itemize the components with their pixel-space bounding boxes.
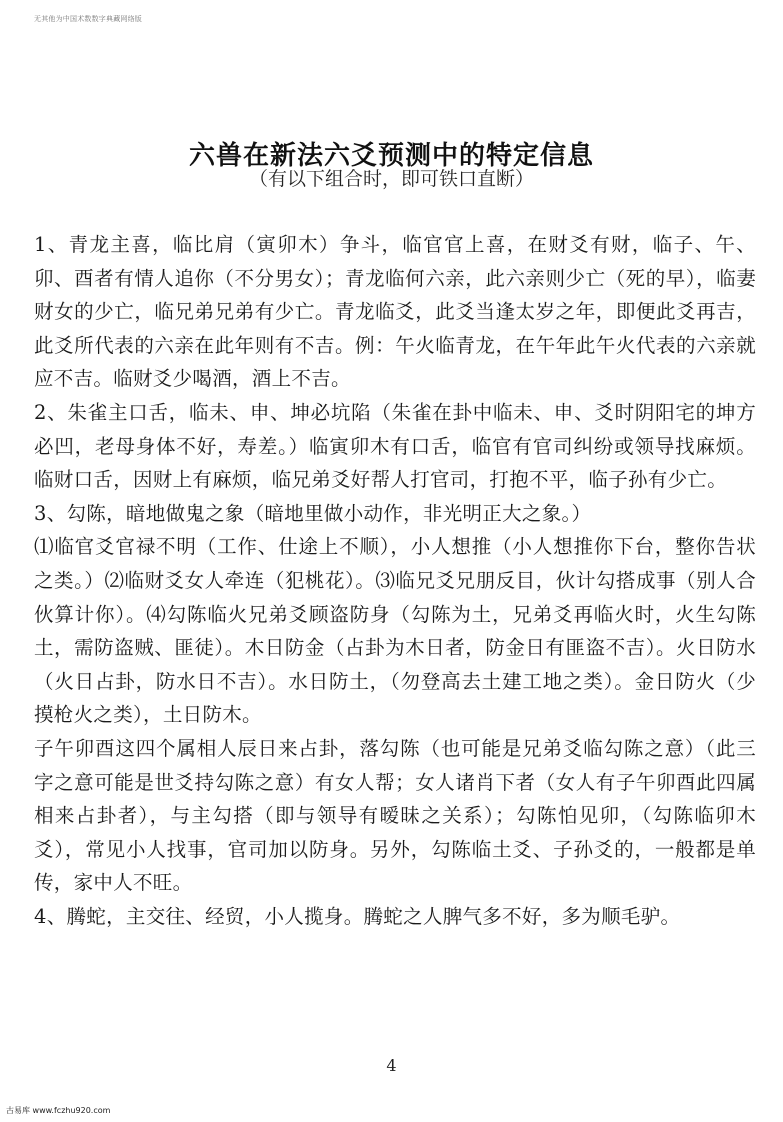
paragraph-zhuque: 2、朱雀主口舌，临未、申、坤必坑陷（朱雀在卦中临未、申、爻时阴阳宅的坤方必凹，老母身体不好，寿差。）临寅卯木有口舌，临官有官司纠纷或领导找麻烦。临财口舌，因财上有麻烦，临兄弟爻好帮人打官司，打抱不平，临子孙有少亡。	[34, 400, 756, 492]
paragraph-gouchen-zodiac: 子午卯酉这四个属相人辰日来占卦，落勾陈（也可能是兄弟爻临勾陈之意）（此三字之意可能是世爻持勾陈之意）有女人帮；女人诸肖下者（女人有子午卯酉此四属相来占卦者），与主勾搭（即与领导有暧昧之关系）；勾陈怕见卯，（勾陈临卯木爻），常见小人找事，官司加以防身。另外，勾陈临土爻、子孙爻的，一般都是单传，家中人不旺。	[34, 736, 756, 895]
page-title: 六兽在新法六爻预测中的特定信息	[188, 141, 594, 172]
document-body	[34, 228, 756, 933]
paragraph-gouchen-details: ⑴临官爻官禄不明（工作、仕途上不顺），小人想推（小人想推你下台，整你告状之类。）⑵临财爻女人牵连（犯桃花）。⑶临兄爻兄朋反目，伙计勾搭成事（别人合伙算计你）。⑷勾陈临火兄弟爻顾盗防身（勾陈为土，兄弟爻再临火时，火生勾陈土，需防盗贼、匪徒）。木日防金（占卦为木日者，防金日有匪盗不吉）。火日防水（火日占卦，防水日不吉）。水日防土，（勿登高去土建工地之类）。金日防火（少摸枪火之类），土日防木。	[34, 535, 756, 727]
paragraph-tengshe: 4、腾蛇，主交往、经贸，小人揽身。腾蛇之人脾气多不好，多为顺毛驴。	[34, 904, 681, 928]
paragraph-gouchen-heading: 3、勾陈，暗地做鬼之象（暗地里做小动作，非光明正大之象。）	[34, 501, 592, 525]
page-subtitle: （有以下组合时，即可铁口直断）	[248, 168, 534, 190]
header-watermark-note: 无其他为中国术数数字典藏网络版	[34, 15, 142, 23]
paragraph-qinglong: 1、青龙主喜，临比肩（寅卯木）争斗，临官官上喜，在财爻有财，临子、午、卯、酉者有情人追你（不分男女）；青龙临何六亲，此六亲则少亡（死的早），临妻财女的少亡，临兄弟兄弟有少亡。青龙临爻，此爻当逢太岁之年，即便此爻再吉，此爻所代表的六亲在此年则有不吉。例：午火临青龙，在午年此午火代表的六亲就应不吉。临财爻少喝酒，酒上不吉。	[34, 233, 756, 391]
footer-site-link[interactable]: 古易库 www.fczhu920.com	[6, 1106, 111, 1115]
page-number: 4	[386, 1056, 397, 1075]
